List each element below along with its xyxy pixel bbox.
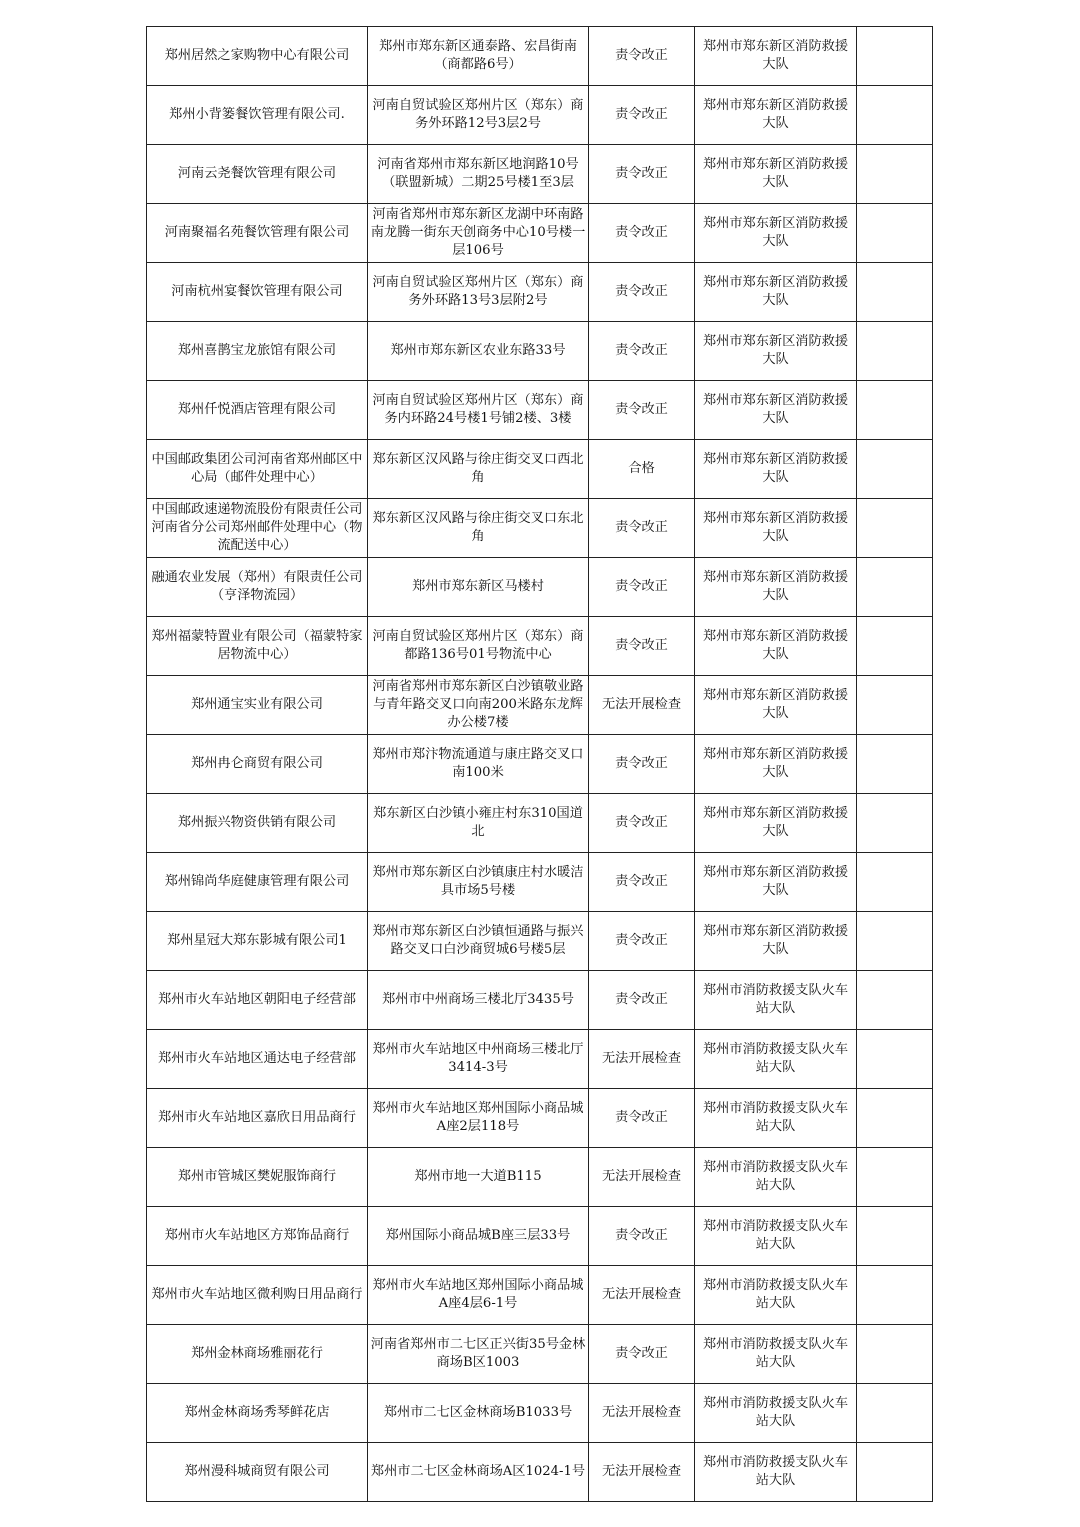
result-cell: 责令改正 — [589, 204, 695, 263]
unit-cell: 郑州市消防救援支队火车站大队 — [695, 971, 857, 1030]
note-cell — [857, 1266, 933, 1325]
company-name-cell: 郑州通宝实业有限公司 — [147, 676, 368, 735]
unit-cell: 郑州市消防救援支队火车站大队 — [695, 1325, 857, 1384]
unit-cell: 郑州市郑东新区消防救援大队 — [695, 381, 857, 440]
result-cell: 无法开展检查 — [589, 1030, 695, 1089]
address-cell: 郑州市二七区金林商场A区1024-1号 — [368, 1443, 589, 1502]
unit-cell: 郑州市郑东新区消防救援大队 — [695, 322, 857, 381]
note-cell — [857, 381, 933, 440]
unit-cell: 郑州市郑东新区消防救援大队 — [695, 86, 857, 145]
note-cell — [857, 1443, 933, 1502]
address-cell: 郑州市郑东新区通泰路、宏昌街南（商都路6号） — [368, 27, 589, 86]
table-row — [147, 263, 933, 322]
unit-cell: 郑州市消防救援支队火车站大队 — [695, 1030, 857, 1089]
company-name-cell: 郑州锦尚华庭健康管理有限公司 — [147, 853, 368, 912]
note-cell — [857, 1089, 933, 1148]
unit-cell: 郑州市消防救援支队火车站大队 — [695, 1443, 857, 1502]
unit-cell: 郑州市郑东新区消防救援大队 — [695, 204, 857, 263]
company-name-cell: 郑州星冠大郑东影城有限公司1 — [147, 912, 368, 971]
address-cell: 河南省郑州市郑东新区地润路10号（联盟新城）二期25号楼1至3层 — [368, 145, 589, 204]
note-cell — [857, 853, 933, 912]
inspection-table — [146, 26, 933, 1502]
address-cell: 河南省郑州市二七区正兴街35号金林商场B区1003 — [368, 1325, 589, 1384]
company-name-cell: 郑州市管城区樊妮服饰商行 — [147, 1148, 368, 1207]
result-cell: 责令改正 — [589, 794, 695, 853]
company-name-cell: 郑州福蒙特置业有限公司（福蒙特家居物流中心） — [147, 617, 368, 676]
address-cell: 河南自贸试验区郑州片区（郑东）商务外环路12号3层2号 — [368, 86, 589, 145]
address-cell: 河南自贸试验区郑州片区（郑东）商务外环路13号3层附2号 — [368, 263, 589, 322]
company-name-cell: 郑州振兴物资供销有限公司 — [147, 794, 368, 853]
note-cell — [857, 1030, 933, 1089]
note-cell — [857, 27, 933, 86]
address-cell: 郑州市郑汴物流通道与康庄路交叉口南100米 — [368, 735, 589, 794]
company-name-cell: 郑州市火车站地区方郑饰品商行 — [147, 1207, 368, 1266]
result-cell: 责令改正 — [589, 735, 695, 794]
note-cell — [857, 145, 933, 204]
unit-cell: 郑州市郑东新区消防救援大队 — [695, 912, 857, 971]
note-cell — [857, 1148, 933, 1207]
unit-cell: 郑州市郑东新区消防救援大队 — [695, 735, 857, 794]
note-cell — [857, 204, 933, 263]
address-cell: 郑州市郑东新区白沙镇康庄村水暖洁具市场5号楼 — [368, 853, 589, 912]
address-cell: 郑州市火车站地区郑州国际小商品城A座4层6-1号 — [368, 1266, 589, 1325]
note-cell — [857, 86, 933, 145]
company-name-cell: 郑州冉仑商贸有限公司 — [147, 735, 368, 794]
result-cell: 无法开展检查 — [589, 1443, 695, 1502]
company-name-cell: 中国邮政速递物流股份有限责任公司河南省分公司郑州邮件处理中心（物流配送中心） — [147, 499, 368, 558]
table-body — [147, 27, 933, 1502]
unit-cell: 郑州市郑东新区消防救援大队 — [695, 499, 857, 558]
company-name-cell: 河南杭州宴餐饮管理有限公司 — [147, 263, 368, 322]
result-cell: 责令改正 — [589, 499, 695, 558]
result-cell: 无法开展检查 — [589, 676, 695, 735]
note-cell — [857, 558, 933, 617]
table-row — [147, 853, 933, 912]
table-row — [147, 86, 933, 145]
result-cell: 无法开展检查 — [589, 1148, 695, 1207]
result-cell: 责令改正 — [589, 1089, 695, 1148]
note-cell — [857, 912, 933, 971]
unit-cell: 郑州市消防救援支队火车站大队 — [695, 1089, 857, 1148]
unit-cell: 郑州市消防救援支队火车站大队 — [695, 1384, 857, 1443]
note-cell — [857, 971, 933, 1030]
table-row — [147, 558, 933, 617]
result-cell: 责令改正 — [589, 145, 695, 204]
table-row — [147, 27, 933, 86]
table-row — [147, 735, 933, 794]
unit-cell: 郑州市郑东新区消防救援大队 — [695, 27, 857, 86]
unit-cell: 郑州市郑东新区消防救援大队 — [695, 440, 857, 499]
table-row — [147, 617, 933, 676]
unit-cell: 郑州市消防救援支队火车站大队 — [695, 1207, 857, 1266]
result-cell: 无法开展检查 — [589, 1266, 695, 1325]
company-name-cell: 融通农业发展（郑州）有限责任公司（亨泽物流园） — [147, 558, 368, 617]
table-row — [147, 794, 933, 853]
note-cell — [857, 735, 933, 794]
table-row — [147, 1443, 933, 1502]
address-cell: 郑州市中州商场三楼北厅3435号 — [368, 971, 589, 1030]
table-row — [147, 1148, 933, 1207]
result-cell: 责令改正 — [589, 853, 695, 912]
table-row — [147, 322, 933, 381]
table-row — [147, 1266, 933, 1325]
address-cell: 郑州市郑东新区马楼村 — [368, 558, 589, 617]
table-row — [147, 1384, 933, 1443]
result-cell: 无法开展检查 — [589, 1384, 695, 1443]
company-name-cell: 郑州金林商场雅丽花行 — [147, 1325, 368, 1384]
unit-cell: 郑州市郑东新区消防救援大队 — [695, 794, 857, 853]
company-name-cell: 郑州居然之家购物中心有限公司 — [147, 27, 368, 86]
result-cell: 责令改正 — [589, 27, 695, 86]
address-cell: 河南省郑州市郑东新区龙湖中环南路南龙腾一街东天创商务中心10号楼一层106号 — [368, 204, 589, 263]
result-cell: 责令改正 — [589, 1325, 695, 1384]
unit-cell: 郑州市郑东新区消防救援大队 — [695, 145, 857, 204]
address-cell: 郑州市火车站地区中州商场三楼北厅3414-3号 — [368, 1030, 589, 1089]
result-cell: 责令改正 — [589, 263, 695, 322]
result-cell: 责令改正 — [589, 971, 695, 1030]
table-row — [147, 1207, 933, 1266]
unit-cell: 郑州市消防救援支队火车站大队 — [695, 1148, 857, 1207]
address-cell: 郑州国际小商品城B座三层33号 — [368, 1207, 589, 1266]
table-row — [147, 1030, 933, 1089]
unit-cell: 郑州市郑东新区消防救援大队 — [695, 617, 857, 676]
note-cell — [857, 676, 933, 735]
company-name-cell: 河南云尧餐饮管理有限公司 — [147, 145, 368, 204]
table-row — [147, 1089, 933, 1148]
note-cell — [857, 499, 933, 558]
company-name-cell: 郑州漫科城商贸有限公司 — [147, 1443, 368, 1502]
result-cell: 责令改正 — [589, 322, 695, 381]
unit-cell: 郑州市郑东新区消防救援大队 — [695, 558, 857, 617]
note-cell — [857, 1325, 933, 1384]
address-cell: 郑州市地一大道B115 — [368, 1148, 589, 1207]
result-cell: 责令改正 — [589, 86, 695, 145]
company-name-cell: 郑州仟悦酒店管理有限公司 — [147, 381, 368, 440]
table-row — [147, 204, 933, 263]
company-name-cell: 河南聚福名苑餐饮管理有限公司 — [147, 204, 368, 263]
company-name-cell: 郑州市火车站地区嘉欣日用品商行 — [147, 1089, 368, 1148]
table-row — [147, 499, 933, 558]
result-cell: 责令改正 — [589, 381, 695, 440]
note-cell — [857, 440, 933, 499]
note-cell — [857, 794, 933, 853]
table-row — [147, 145, 933, 204]
note-cell — [857, 1384, 933, 1443]
company-name-cell: 郑州小背篓餐饮管理有限公司. — [147, 86, 368, 145]
address-cell: 河南省郑州市郑东新区白沙镇敬业路与青年路交叉口向南200米路东龙辉办公楼7楼 — [368, 676, 589, 735]
table-row — [147, 676, 933, 735]
note-cell — [857, 263, 933, 322]
company-name-cell: 郑州市火车站地区朝阳电子经营部 — [147, 971, 368, 1030]
note-cell — [857, 322, 933, 381]
result-cell: 责令改正 — [589, 558, 695, 617]
table-row — [147, 1325, 933, 1384]
address-cell: 郑州市二七区金林商场B1033号 — [368, 1384, 589, 1443]
result-cell: 责令改正 — [589, 1207, 695, 1266]
address-cell: 郑东新区白沙镇小雍庄村东310国道北 — [368, 794, 589, 853]
company-name-cell: 郑州金林商场秀琴鲜花店 — [147, 1384, 368, 1443]
table-row — [147, 912, 933, 971]
table-row — [147, 381, 933, 440]
table-row — [147, 440, 933, 499]
address-cell: 郑东新区汉风路与徐庄街交叉口西北角 — [368, 440, 589, 499]
note-cell — [857, 617, 933, 676]
table-row — [147, 971, 933, 1030]
unit-cell: 郑州市消防救援支队火车站大队 — [695, 1266, 857, 1325]
result-cell: 责令改正 — [589, 617, 695, 676]
company-name-cell: 中国邮政集团公司河南省郑州邮区中心局（邮件处理中心） — [147, 440, 368, 499]
company-name-cell: 郑州喜鹊宝龙旅馆有限公司 — [147, 322, 368, 381]
address-cell: 河南自贸试验区郑州片区（郑东）商务内环路24号楼1号铺2楼、3楼 — [368, 381, 589, 440]
company-name-cell: 郑州市火车站地区通达电子经营部 — [147, 1030, 368, 1089]
address-cell: 郑州市火车站地区郑州国际小商品城A座2层118号 — [368, 1089, 589, 1148]
company-name-cell: 郑州市火车站地区微利购日用品商行 — [147, 1266, 368, 1325]
address-cell: 河南自贸试验区郑州片区（郑东）商都路136号01号物流中心 — [368, 617, 589, 676]
note-cell — [857, 1207, 933, 1266]
unit-cell: 郑州市郑东新区消防救援大队 — [695, 853, 857, 912]
result-cell: 合格 — [589, 440, 695, 499]
unit-cell: 郑州市郑东新区消防救援大队 — [695, 263, 857, 322]
address-cell: 郑东新区汉风路与徐庄街交叉口东北角 — [368, 499, 589, 558]
address-cell: 郑州市郑东新区白沙镇恒通路与振兴路交叉口白沙商贸城6号楼5层 — [368, 912, 589, 971]
address-cell: 郑州市郑东新区农业东路33号 — [368, 322, 589, 381]
unit-cell: 郑州市郑东新区消防救援大队 — [695, 676, 857, 735]
result-cell: 责令改正 — [589, 912, 695, 971]
